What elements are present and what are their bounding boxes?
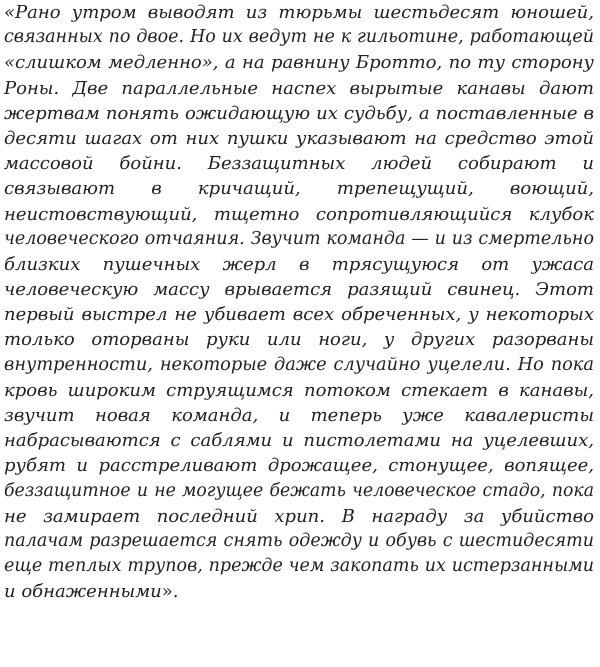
text-line [4, 428, 594, 453]
text-line [4, 176, 594, 201]
text-line [4, 277, 594, 302]
text-line [4, 327, 594, 352]
text-line [4, 529, 594, 554]
text-segment: и обнаженными [4, 581, 162, 603]
text-segment: звучит новая команда, и теперь уже кавалеристы [4, 405, 594, 426]
text-line [4, 126, 594, 151]
text-line [4, 504, 594, 529]
text-segment: человеческого отчаяния. Звучит команда — и из смертельно [4, 228, 594, 249]
text-line [4, 252, 594, 277]
text-segment: палачам разрешается снять одежду и обувь с шестидесяти [4, 530, 594, 551]
text-line [4, 479, 594, 504]
text-line [4, 101, 594, 126]
text-segment: десяти шагах от них пушки указывают на средство этой [4, 127, 594, 149]
text-line [4, 151, 594, 176]
text-line [4, 76, 594, 101]
text-segment: набрасываются с саблями и пистолетами на уцелевших, [4, 430, 594, 452]
text-segment: только оторваны руки или ноги, у других разорваны [4, 329, 594, 351]
text-line [4, 25, 594, 50]
closing-quote: ». [161, 581, 179, 603]
text-segment: жертвам понять ожидающую их судьбу, а поставленные в [4, 102, 594, 124]
text-line [4, 302, 594, 327]
text-line [4, 50, 594, 75]
text-segment: еще теплых трупов, прежде чем закопать их истерзанными [4, 556, 594, 577]
text-segment: массовой бойни. Беззащитных людей собирают и [4, 153, 594, 175]
text-segment: Роны. Две параллельные наспех вырытые канавы дают [4, 77, 594, 99]
text-segment: близких пушечных жерл в трясущуюся от ужаса [4, 253, 594, 275]
text-line [4, 227, 594, 252]
text-segment: внутренности, некоторые даже случайно уцелели. Но пока [4, 354, 594, 375]
text-segment: человеческую массу врывается разящий свинец. Этот [4, 279, 594, 301]
text-line [4, 353, 594, 378]
text-segment: «Рано утром выводят из тюрьмы шестьдесят юношей, [4, 2, 594, 23]
text-segment: связывают в кричащий, трепещущий, воющий, [4, 178, 594, 200]
text-segment: беззащитное и не могущее бежать человеческое стадо, пока [4, 480, 594, 501]
text-segment: не замирает последний хрип. В награду за убийство [4, 505, 594, 527]
text-line [4, 403, 594, 428]
text-segment: рубят и расстреливают дрожащее, стонущее, вопящее, [4, 455, 594, 477]
text-line [4, 202, 594, 227]
quote-paragraph [4, 0, 594, 605]
text-line [4, 0, 594, 25]
text-segment: связанных по двое. Но их ведут не к гильотине, работающей [4, 27, 594, 48]
text-line [4, 378, 594, 403]
text-line [4, 453, 594, 478]
text-segment: кровь широким струящимся потоком стекает в канавы, [4, 379, 594, 401]
text-line [4, 554, 594, 579]
text-segment: первый выстрел не убивает всех обреченных, у некоторых [4, 304, 594, 326]
text-line-last [4, 579, 594, 604]
text-segment: неистовствующий, тщетно сопротивляющийся клубок [4, 203, 594, 225]
text-segment: «слишком медленно», а на равнину Бротто, по ту сторону [4, 52, 594, 74]
